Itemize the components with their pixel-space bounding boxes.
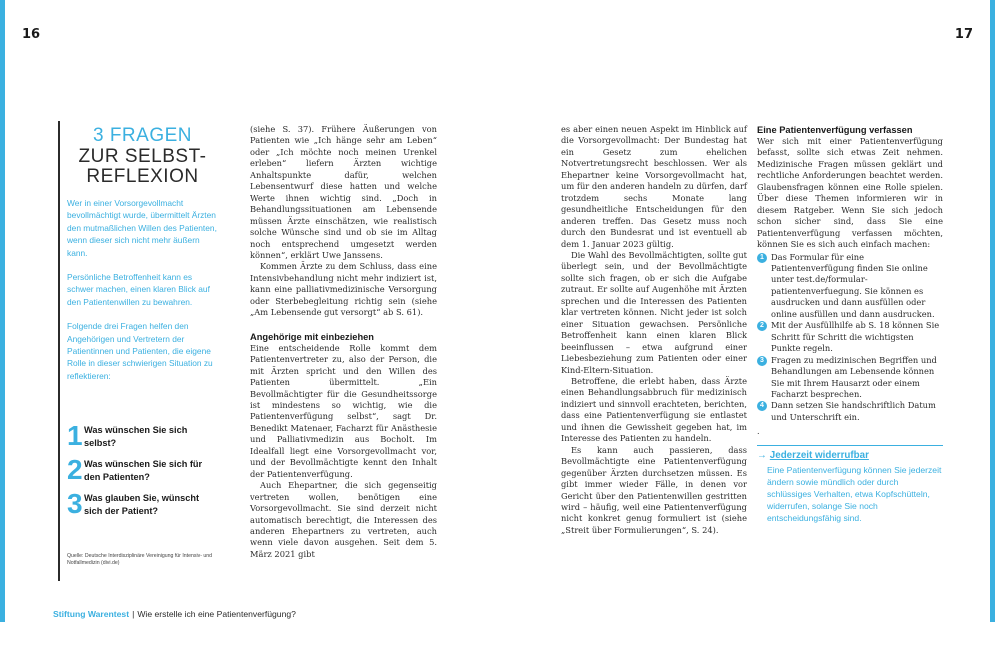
step-item (757, 355, 943, 401)
callout-text: Eine Patientenverfügung können Sie jederzeit ändern sowie mündlich oder durch schlüssiges Verhalten, etwa Kopfschütteln, widerrufen, solange Sie noch entscheidungsfähig sind. (767, 464, 942, 523)
body-paragraph: Auch Ehepartner, die sich gegenseitig vertreten wollen, benötigen eine Vorsorgevollmacht. Sie sind derzeit nicht automatisch berechtigt, die Interessen des anderen Ehepartners zu vertreten, auch wenn viele davon ausgehen. Seit dem 5. März 2021 gibt (250, 480, 437, 559)
body-column-1 (250, 124, 437, 560)
body-column-2 (561, 124, 747, 536)
step-item (757, 400, 943, 423)
arrow-right-icon: → (757, 450, 767, 462)
reflection-sidebar (58, 121, 218, 581)
callout-title: Jederzeit widerrufbar (769, 450, 869, 462)
section-heading: Angehörige mit einbeziehen (250, 331, 374, 342)
section-heading: Eine Patientenverfügung verfassen (757, 125, 913, 135)
question-text: Was wünschen Sie sich selbst? (84, 425, 188, 449)
step-number-badge: 3 (757, 356, 767, 366)
body-paragraph: Es kann auch passieren, dass Bevollmächtigte eine Patientenverfügung gegenüber Ärzten durchsetzen müssen. Es gibt immer wieder Fälle, in denen vor Gericht über den Patientenwillen gestritten wird – häufig, weil eine Patientenverfügung nicht konkret genug formuliert ist (siehe „Streit über Formulierungen“, S. 24). (561, 444, 747, 535)
step-text: Das Formular für eine Patientenverfügung finden Sie online unter test.de/formular-patientenverfuegung. Sie können es ausdrucken und dann ausfüllen oder online ausfüllen und dann ausdrucken. (771, 251, 935, 319)
step-text: Dann setzen Sie handschriftlich Datum und Unterschrift ein. (771, 400, 936, 422)
body-paragraph: Betroffene, die erlebt haben, dass Ärzte einen Behandlungsabbruch für medizinisch indiziert und sinnvoll erachteten, berichten, dass eine Patientenverfügung sie entlastet und ihnen die Gewissheit gegeben hat, im Interesse des Patienten zu handeln. (561, 375, 747, 444)
body-paragraph: Eine entscheidende Rolle kommt dem Patientenvertreter zu, also der Person, die mit Ärzten spricht und den Willen des Patienten übermittelt. „Ein Bevollmächtigter für die Gesundheitssorge ist mindestens so wichtig, wie die Patientenverfügung selbst“, sagt Dr. Benedikt Matenaer, Facharzt für Anästhesie und Palliativmedizin aus Bocholt. Im Idealfall liegt eine Vorsorgevollmacht vor, und der Bevollmächtigte kennt den Inhalt der Patientenverfügung. (250, 342, 437, 479)
question-number: 2 (67, 454, 83, 486)
footer-title: Wie erstelle ich eine Patientenverfügung? (137, 609, 296, 619)
sidebar-title-line3: REFLEXION (86, 166, 199, 187)
question-item (67, 490, 218, 518)
callout-divider (757, 445, 943, 446)
sidebar-source-note: Quelle: Deutsche Interdisziplinäre Vereinigung für Intensiv- und Notfallmedizin (divi.de) (67, 553, 213, 566)
step-text: Fragen zu medizinischen Begriffen und Behandlungen am Lebensende können Sie mit Ihrem Hausarzt oder einem Facharzt besprechen. (771, 354, 937, 399)
body-paragraph: Kommen Ärzte zu dem Schluss, dass eine Intensivbehandlung nicht mehr indiziert ist, kann eine palliativmedizinische Versorgung oder Sterbebegleitung richtig sein (siehe „Am Lebensende gut versorgt“ ab S. 61). (250, 261, 437, 318)
body-paragraph: Wer sich mit einer Patientenverfügung befasst, sollte sich etwas Zeit nehmen. Medizinische Fragen müssen geklärt und rechtliche Anforderungen beachtet werden. Glaubensfragen können eine Rolle spielen. Über diese Themen informieren wir in diesem Ratgeber. Wenn Sie sich jedoch schon sicher sind, dass Sie eine Patientenverfügung verfassen möchten, können Sie es sich auch einfach machen: (757, 136, 943, 250)
callout-heading (757, 450, 943, 461)
sidebar-title-line2: ZUR SELBST- (78, 146, 207, 167)
body-column-3 (757, 124, 943, 524)
body-paragraph: es aber einen neuen Aspekt im Hinblick auf die Vorsorgevollmacht: Der Bundestag hat ein Gesetz zum ehelichen Notvertretungsrecht beschlossen. Wer als Ehepartner keine Vorsorgevollmacht hat, um für den anderen handeln zu dürfen, darf trotzdem sechs Monate lang gesundheitliche Entscheidungen für den anderen treffen. Das Gesetz muss noch durch den Bundesrat und ist eventuell ab dem 1. Januar 2023 gültig. (561, 124, 747, 249)
body-paragraph: (siehe S. 37). Frühere Äußerungen von Patienten wie „Ich hänge sehr am Leben“ oder „Ich möchte noch meinen Urenkel erleben“ liefern Ärzten wichtige Anhaltspunkte dafür, welchen Lebensentwurf diese hatten und welche Werte ihnen wichtig sind. „Doch in Behandlungssituationen am Lebensende müssen Ärzte einschätzen, wie realistisch solche Wünsche sind und ob sie im Alltag noch entsprechend umgesetzt werden können“, erklärt Uwe Janssens. (250, 124, 437, 260)
question-text: Was glauben Sie, wünscht sich der Patient? (84, 493, 200, 517)
question-number: 3 (67, 488, 83, 520)
question-item (67, 422, 218, 450)
step-item (757, 252, 943, 321)
right-edge-bar (990, 0, 995, 622)
page-footer (53, 609, 296, 619)
page-number-left: 16 (22, 27, 41, 42)
question-number: 1 (67, 420, 83, 452)
step-text: Mit der Ausfüllhilfe ab S. 18 können Sie Schritt für Schritt die wichtigsten Punkte regeln. (771, 320, 940, 354)
body-paragraph: Die Wahl des Bevollmächtigten, sollte gut überlegt sein, und der Bevollmächtigte sollte sich fragen, ob er sich die Aufgabe zutraut. Er sollte auf Augenhöhe mit Ärzten sprechen und die Interessen des Patienten klar vertreten können. Nicht jeder ist solch einer Situation gewachsen. Persönliche Betroffenheit kann einen klaren Blick beeinflussen – etwa aufgrund einer Liebesbeziehung zum Patienten oder einer Kind-Eltern-Situation. (561, 249, 747, 375)
trailing-dot: . (757, 427, 760, 437)
footer-separator: | (132, 609, 135, 619)
step-number-badge: 1 (757, 253, 767, 263)
footer-brand: Stiftung Warentest (53, 609, 130, 619)
sidebar-paragraph: Wer in einer Vorsorgevollmacht bevollmächtigt wurde, übermittelt Ärzten den mutmaßlichen Willen des Patienten, wenn dieser sich nicht mehr äußern kann. (67, 198, 217, 258)
step-item (757, 320, 943, 354)
sidebar-paragraph: Persönliche Betroffenheit kann es schwer machen, einen klaren Blick auf den Patientenwillen zu bewahren. (67, 272, 210, 307)
left-edge-bar (0, 0, 5, 622)
sidebar-paragraph: Folgende drei Fragen helfen den Angehörigen und Vertretern der Patientinnen und Patienten, die eigene Rolle in dieser schwierigen Situation zu reflektieren: (67, 321, 213, 381)
step-list (757, 252, 943, 424)
step-number-badge: 4 (757, 401, 767, 411)
question-text: Was wünschen Sie sich für den Patienten? (84, 459, 203, 483)
step-number-badge: 2 (757, 321, 767, 331)
page-number-right: 17 (954, 27, 973, 42)
sidebar-title-line1: 3 FRAGEN (92, 125, 193, 146)
question-item (67, 456, 218, 484)
